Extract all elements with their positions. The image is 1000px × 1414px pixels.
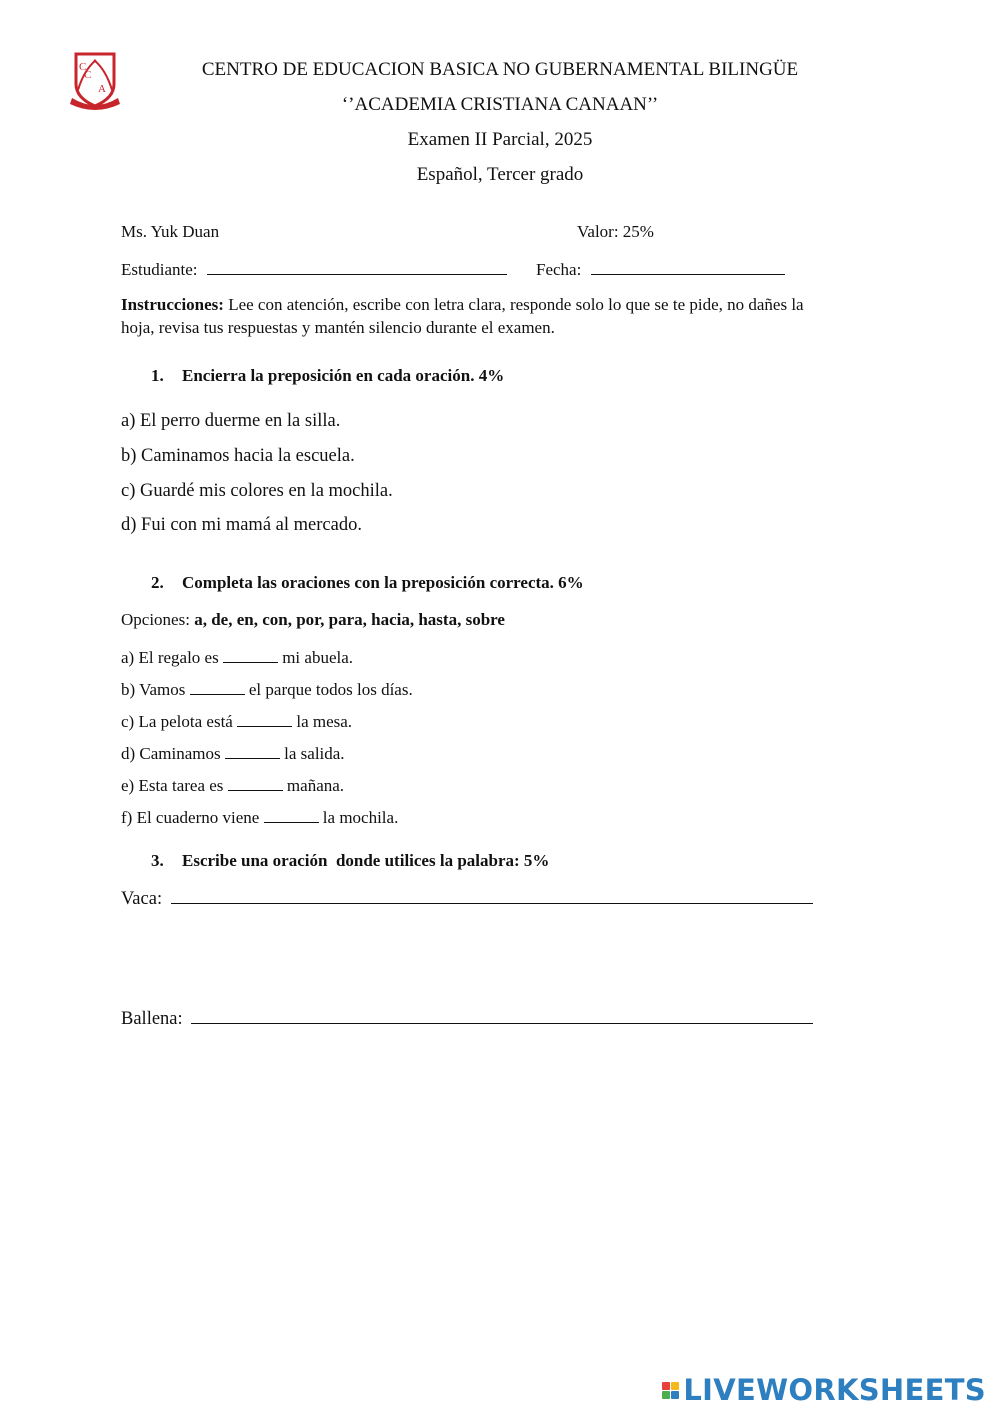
logo-letter-a: A (98, 83, 106, 95)
section-1-item-c: c) Guardé mis colores en la mochila. (121, 481, 393, 501)
section-2-item-a (121, 646, 353, 668)
section-2-item-b (121, 678, 413, 700)
teacher-name: Ms. Yuk Duan (121, 222, 220, 241)
liveworksheets-watermark (662, 1373, 986, 1407)
answer-blank-f[interactable] (264, 806, 319, 823)
date-label: Fecha: (536, 260, 582, 279)
student-name-field[interactable] (207, 258, 507, 275)
item-text-before: e) Esta tarea es (121, 776, 228, 795)
student-row (121, 258, 507, 280)
logo-square-yellow (671, 1382, 679, 1390)
item-text-after: la mesa. (292, 712, 353, 731)
answer-blank-e[interactable] (228, 774, 283, 791)
section-1-item-b: b) Caminamos hacia la escuela. (121, 446, 355, 466)
logo-square-red (662, 1382, 670, 1390)
section-3-number: 3. (151, 851, 164, 870)
answer-blank-a[interactable] (223, 646, 278, 663)
ballena-row (121, 1007, 813, 1030)
item-text-before: f) El cuaderno viene (121, 808, 264, 827)
vaca-row (121, 887, 813, 910)
logo-square-green (662, 1391, 670, 1399)
item-text-before: a) El regalo es (121, 648, 223, 667)
instructions-line-2: hoja, revisa tus respuestas y mantén silencio durante el examen. (121, 318, 555, 337)
word-vaca-label: Vaca: (121, 889, 163, 909)
item-text-before: d) Caminamos (121, 744, 225, 763)
section-2-item-c (121, 710, 352, 732)
school-name: CENTRO DE EDUCACION BASICA NO GUBERNAMENTAL BILINGÜE (201, 59, 799, 80)
section-1-number: 1. (151, 366, 164, 385)
section-1-title: Encierra la preposición en cada oración. 4% (182, 366, 505, 385)
options-label: Opciones: (121, 610, 195, 629)
item-text-after: la salida. (279, 744, 345, 763)
instructions-text-1: Lee con atención, escribe con letra clara, responde solo lo que se te pide, no dañes la (223, 295, 804, 314)
item-text-after: mi abuela. (277, 648, 354, 667)
options-list: a, de, en, con, por, para, hacia, hasta, sobre (194, 610, 505, 629)
item-text-after: el parque todos los días. (244, 680, 413, 699)
exam-value: Valor: 25% (577, 222, 654, 241)
section-2-options (121, 610, 505, 630)
date-row (536, 258, 785, 280)
liveworksheets-logo-icon (662, 1382, 679, 1399)
item-text-after: la mochila. (318, 808, 399, 827)
subject-title: Español, Tercer grado (416, 164, 584, 185)
section-2-item-f (121, 806, 398, 828)
section-3-title: Escribe una oración donde utilices la palabra: 5% (182, 851, 550, 870)
ballena-answer-line[interactable] (191, 1007, 813, 1024)
date-field[interactable] (591, 258, 785, 275)
answer-blank-d[interactable] (225, 742, 280, 759)
logo-letter-c2: C (84, 69, 92, 81)
section-2-number: 2. (151, 573, 164, 592)
student-label: Estudiante: (121, 260, 198, 279)
section-1-item-a: a) El perro duerme en la silla. (121, 411, 341, 431)
vaca-answer-line[interactable] (171, 887, 813, 904)
section-1-item-d: d) Fui con mi mamá al mercado. (121, 515, 362, 535)
liveworksheets-text: LIVEWORKSHEETS (683, 1373, 986, 1407)
item-text-before: b) Vamos (121, 680, 190, 699)
logo-letter-c1: C (79, 61, 87, 73)
logo-square-blue (671, 1391, 679, 1399)
word-ballena-label: Ballena: (121, 1009, 183, 1029)
academy-name: ‘’ACADEMIA CRISTIANA CANAAN’’ (341, 94, 659, 115)
answer-blank-b[interactable] (190, 678, 245, 695)
section-2-item-d (121, 742, 345, 764)
exam-title: Examen II Parcial, 2025 (407, 129, 593, 150)
instructions-label: Instrucciones: (121, 295, 224, 314)
answer-blank-c[interactable] (237, 710, 292, 727)
instructions-line-1 (121, 295, 804, 315)
section-2-item-e (121, 774, 344, 796)
item-text-after: mañana. (282, 776, 345, 795)
section-2-title: Completa las oraciones con la preposición correcta. 6% (182, 573, 584, 592)
item-text-before: c) La pelota está (121, 712, 238, 731)
